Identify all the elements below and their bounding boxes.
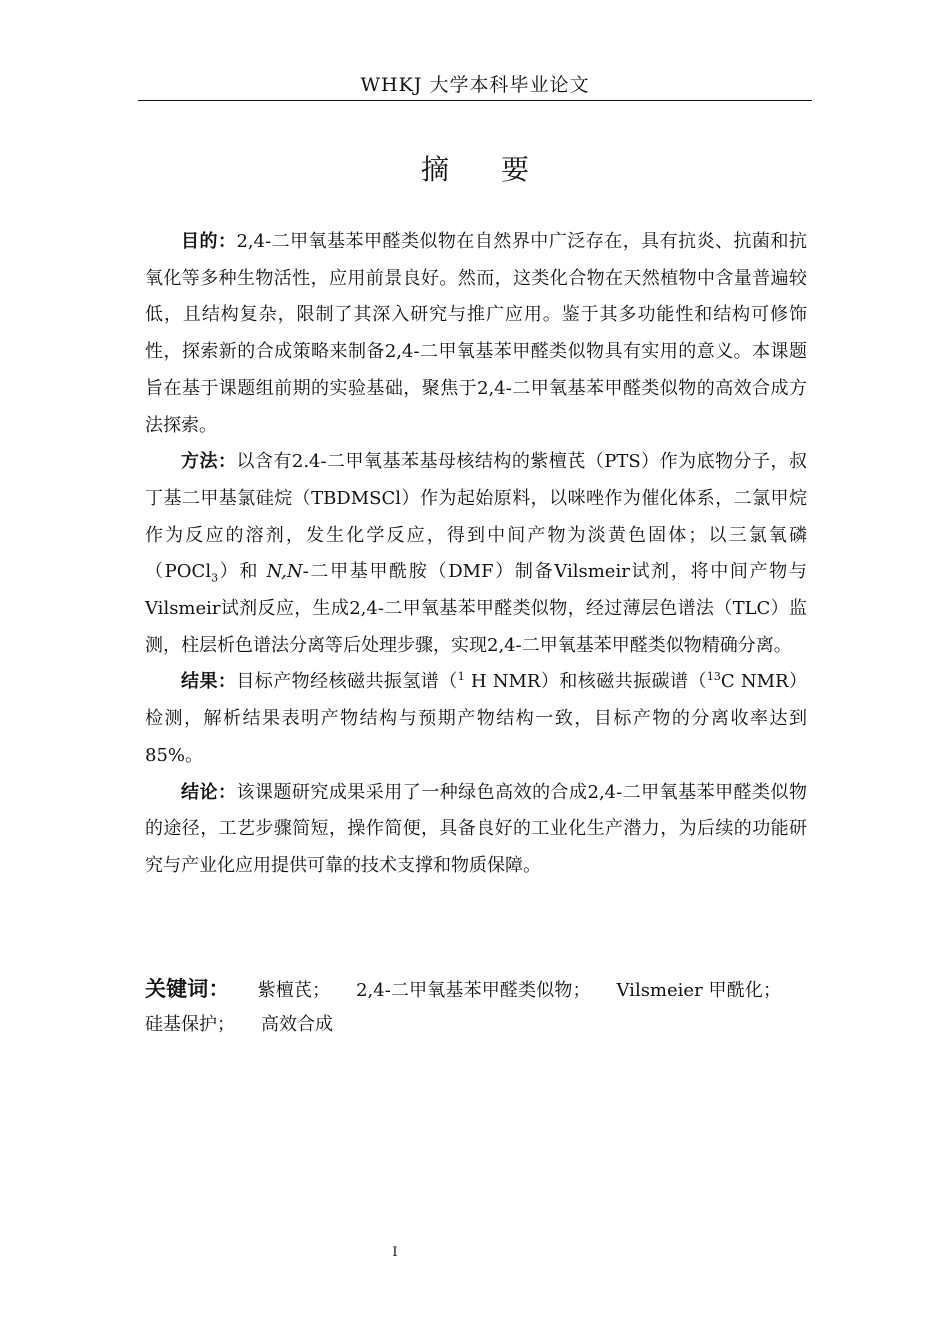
result-text-3: C NMR）检测，解析结果表明产物结构与预期产物结构一致，目标产物的分离收率达到85%。 <box>145 671 808 766</box>
result-superscript-1: 1 <box>457 670 465 684</box>
purpose-paragraph <box>145 224 807 444</box>
method-text-1: 以含有2.4-二甲氧基苯基母核结构的紫檀芪（PTS）作为底物分子，叔丁基二甲基氯硅烷（TBDMSCl）作为起始原料，以咪唑作为催化体系，二氯甲烷作为反应的溶剂，发生化学反应，得到中间产物为淡黄色固体；以三氯氧磷（POCl <box>145 451 807 583</box>
header-rule <box>138 100 812 101</box>
keyword-item: Vilsmeier 甲酰化； <box>616 980 782 1001</box>
result-label: 结果： <box>181 671 237 693</box>
result-text-2: H NMR）和核磁共振碳谱（ <box>464 671 707 693</box>
page-number: I <box>392 1245 398 1260</box>
result-paragraph <box>145 664 807 774</box>
method-italic: N,N- <box>266 561 309 583</box>
purpose-label: 目的： <box>181 231 237 252</box>
method-paragraph <box>145 444 807 664</box>
keyword-item: 紫檀芪； <box>257 980 331 1001</box>
keywords-block <box>145 972 807 1042</box>
keywords-label: 关键词： <box>145 977 230 1001</box>
abstract-body <box>145 224 807 885</box>
keyword-item: 2,4-二甲氧基苯甲醛类似物； <box>356 980 591 1001</box>
keyword-item: 硅基保护； <box>145 1014 235 1035</box>
conclusion-label: 结论： <box>181 781 237 803</box>
purpose-text: 2,4-二甲氧基苯甲醛类似物在自然界中广泛存在，具有抗炎、抗菌和抗氧化等多种生物活性，应用前景良好。然而，这类化合物在天然植物中含量普遍较低，且结构复杂，限制了其深入研究与推广应用。鉴于其多功能性和结构可修饰性，探索新的合成策略来制备2,4-二甲氧基苯甲醛类似物具有实用的意义。本课题旨在基于课题组前期的实验基础，聚焦于2,4-二甲氧基苯甲醛类似物的高效合成方法探索。 <box>145 231 807 436</box>
method-subscript: 3 <box>211 571 219 585</box>
abstract-title: 摘要 <box>420 153 581 186</box>
result-superscript-2: 13 <box>706 670 721 684</box>
conclusion-paragraph <box>145 775 807 885</box>
keyword-item: 高效合成 <box>261 1014 333 1035</box>
method-text-2: ）和 <box>218 561 267 583</box>
conclusion-text: 该课题研究成果采用了一种绿色高效的合成2,4-二甲氧基苯甲醛类似物的途径，工艺步骤简短，操作简便，具备良好的工业化生产潜力，为后续的功能研究与产业化应用提供可靠的技术支撑和物质保障。 <box>145 781 807 876</box>
running-header: WHKJ 大学本科毕业论文 <box>360 74 590 96</box>
method-text-3: 二甲基甲酰胺（DMF）制备Vilsmeir试剂，将中间产物与Vilsmeir试剂反应，生成2,4-二甲氧基苯甲醛类似物，经过薄层色谱法（TLC）监测，柱层析色谱法分离等后处理步骤，实现2,4-二甲氧基苯甲醛类似物精确分离。 <box>145 561 807 656</box>
method-label: 方法： <box>181 451 237 473</box>
result-text-1: 目标产物经核磁共振氢谱（ <box>236 671 458 693</box>
